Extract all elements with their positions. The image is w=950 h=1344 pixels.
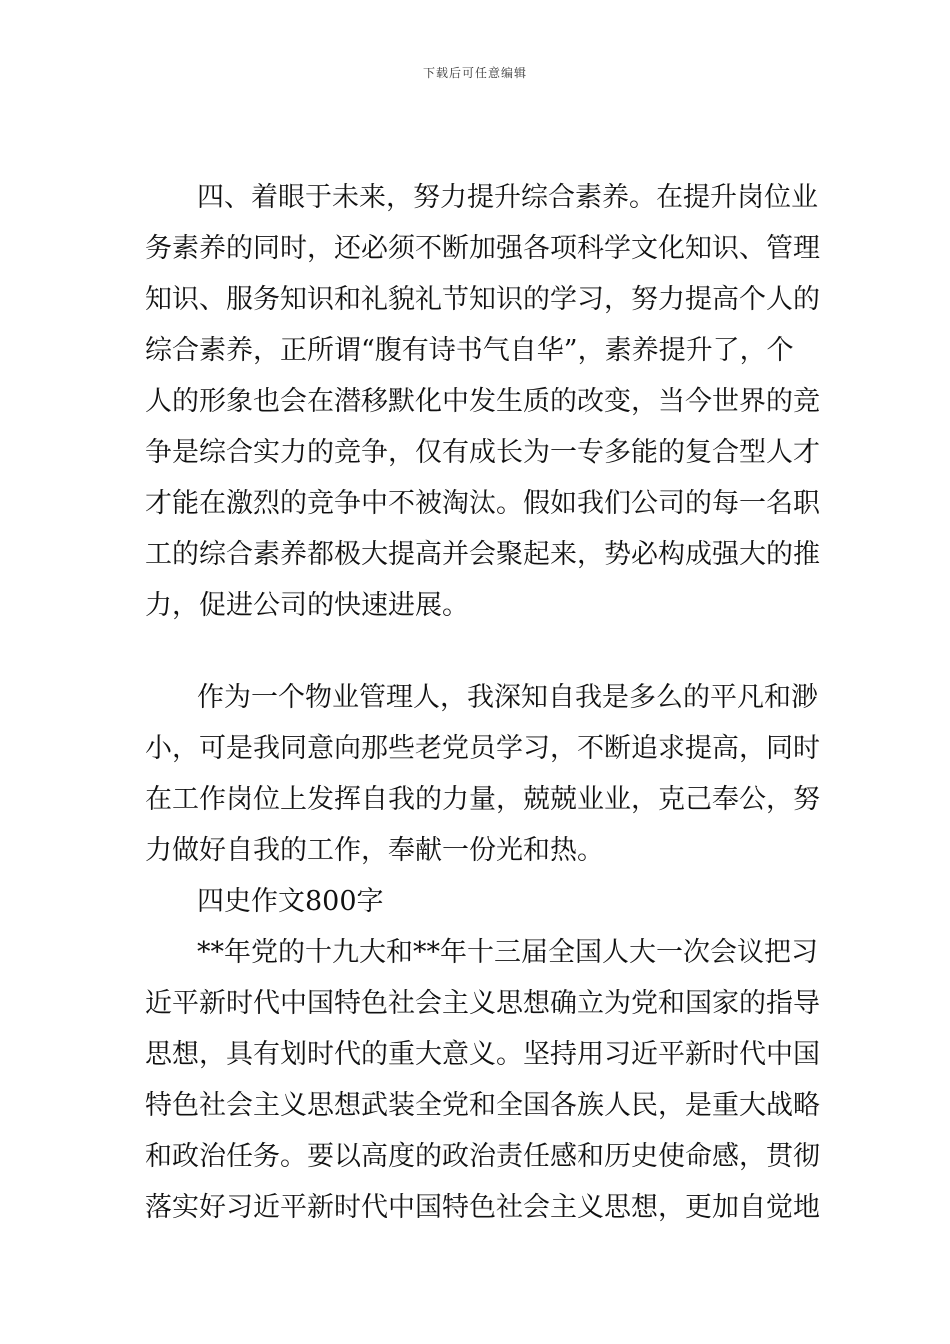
text-line: 和政治任务。要以高度的政治责任感和历史使命感，贯彻: [145, 1141, 820, 1172]
text-line: 才能在激烈的竞争中不被淘汰。假如我们公司的每一名职: [145, 488, 820, 519]
text-line: 作为一个物业管理人，我深知自我是多么的平凡和渺: [197, 682, 818, 713]
text-line: 力做好自我的工作，奉献一份光和热。: [145, 835, 604, 866]
text-line: 争是综合实力的竞争，仅有成长为一专多能的复合型人才: [145, 437, 820, 468]
text-line: 落实好习近平新时代中国特色社会主义思想，更加自觉地: [145, 1192, 820, 1223]
text-line: 知识、服务知识和礼貌礼节知识的学习，努力提高个人的: [145, 284, 820, 315]
text-line: **年党的十九大和**年十三届全国人大一次会议把习: [197, 937, 818, 968]
text-line: 综合素养，正所谓“腹有诗书气自华”，素养提升了，个: [145, 335, 794, 366]
text-line: 小，可是我同意向那些老党员学习，不断追求提高，同时: [145, 733, 820, 764]
text-line: 四、着眼于未来，努力提升综合素养。在提升岗位业: [197, 182, 818, 213]
text-line: 在工作岗位上发挥自我的力量，兢兢业业，克己奉公，努: [145, 784, 820, 815]
text-line: 力，促进公司的快速进展。: [145, 590, 469, 621]
text-line: 务素养的同时，还必须不断加强各项科学文化知识、管理: [145, 233, 820, 264]
text-line: 人的形象也会在潜移默化中发生质的改变，当今世界的竞: [145, 386, 820, 417]
text-line: 近平新时代中国特色社会主义思想确立为党和国家的指导: [145, 988, 820, 1019]
heading-line: 四史作文800字: [197, 886, 384, 917]
page-header: 下载后可任意编辑: [422, 66, 527, 80]
text-line: 特色社会主义思想武装全党和全国各族人民，是重大战略: [145, 1090, 820, 1121]
text-line: 思想，具有划时代的重大意义。坚持用习近平新时代中国: [145, 1039, 820, 1070]
text-line: 工的综合素养都极大提高并会聚起来，势必构成强大的推: [145, 539, 820, 570]
